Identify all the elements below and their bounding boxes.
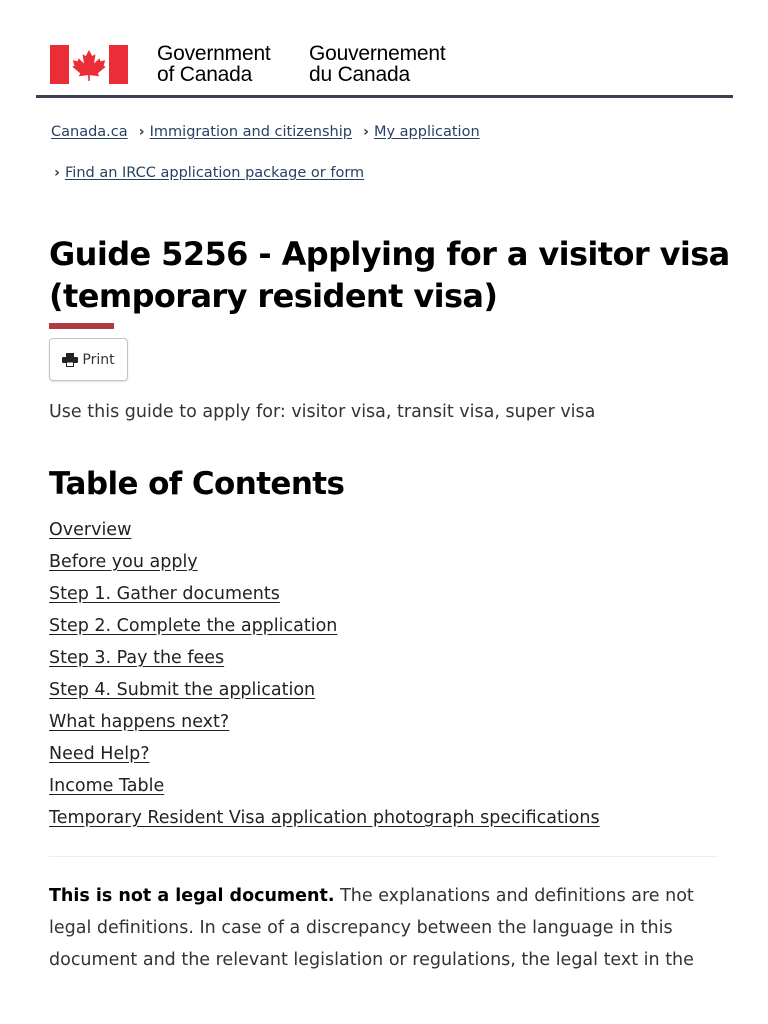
print-button-label: Print [82, 351, 115, 368]
signature-en-line2: of Canada [157, 63, 253, 86]
toc-item [49, 515, 739, 547]
toc-link-step-1[interactable]: Step 1. Gather documents [49, 584, 280, 604]
printer-icon [62, 353, 78, 367]
toc-link-step-3[interactable]: Step 3. Pay the fees [49, 648, 225, 668]
canada-flag-icon[interactable] [50, 45, 128, 84]
toc-link-income-table[interactable]: Income Table [49, 776, 165, 796]
toc-item [49, 803, 739, 835]
intro-text: Use this guide to apply for: visitor visa, transit visa, super visa [49, 402, 596, 422]
toc-item [49, 707, 739, 739]
signature-french [309, 43, 446, 85]
toc-link-what-happens-next[interactable]: What happens next? [49, 712, 230, 732]
chevron-right-icon: › [138, 124, 145, 140]
disclaimer-bold: This is not a legal document. [49, 886, 335, 906]
title-accent-bar [49, 323, 114, 329]
toc-item [49, 675, 739, 707]
signature-fr-line1: Gouvernement [309, 42, 446, 65]
disclaimer-text: The explanations and definitions are not legal definitions. In case of a discrepancy between the language in this document and the relevant legislation or regulations, the legal text in the [49, 886, 694, 970]
toc-link-before-you-apply[interactable]: Before you apply [49, 552, 198, 572]
toc-item [49, 771, 739, 803]
chevron-right-icon: › [54, 165, 60, 181]
toc-link-step-4[interactable]: Step 4. Submit the application [49, 680, 316, 700]
toc-list [49, 515, 739, 835]
breadcrumb [49, 120, 729, 185]
signature-english [157, 43, 271, 85]
signature-fr-line2: du Canada [309, 63, 410, 86]
toc-item [49, 547, 739, 579]
signature-en-line1: Government [157, 42, 271, 65]
toc-item [49, 579, 739, 611]
legal-disclaimer [49, 880, 724, 976]
toc-item [49, 643, 739, 675]
breadcrumb-canada-ca[interactable]: Canada.ca [51, 124, 128, 140]
breadcrumb-my-application[interactable]: My application [373, 124, 480, 140]
print-button[interactable] [49, 338, 128, 381]
toc-link-need-help[interactable]: Need Help? [49, 744, 150, 764]
toc-item [49, 611, 739, 643]
breadcrumb-row [49, 161, 729, 185]
breadcrumb-row [49, 120, 729, 144]
section-divider [49, 856, 718, 857]
chevron-right-icon: › [363, 124, 369, 140]
toc-item [49, 739, 739, 771]
toc-link-overview[interactable]: Overview [49, 520, 132, 540]
toc-heading: Table of Contents [49, 466, 345, 502]
breadcrumb-immigration-citizenship[interactable]: Immigration and citizenship [149, 124, 352, 140]
page-title: Guide 5256 - Applying for a visitor visa (temporary resident visa) [49, 235, 730, 315]
breadcrumb-find-ircc-form[interactable]: Find an IRCC application package or form [65, 165, 365, 181]
toc-link-step-2[interactable]: Step 2. Complete the application [49, 616, 338, 636]
toc-link-photo-specifications[interactable]: Temporary Resident Visa application photograph specifications [49, 808, 600, 828]
site-header [36, 0, 733, 98]
